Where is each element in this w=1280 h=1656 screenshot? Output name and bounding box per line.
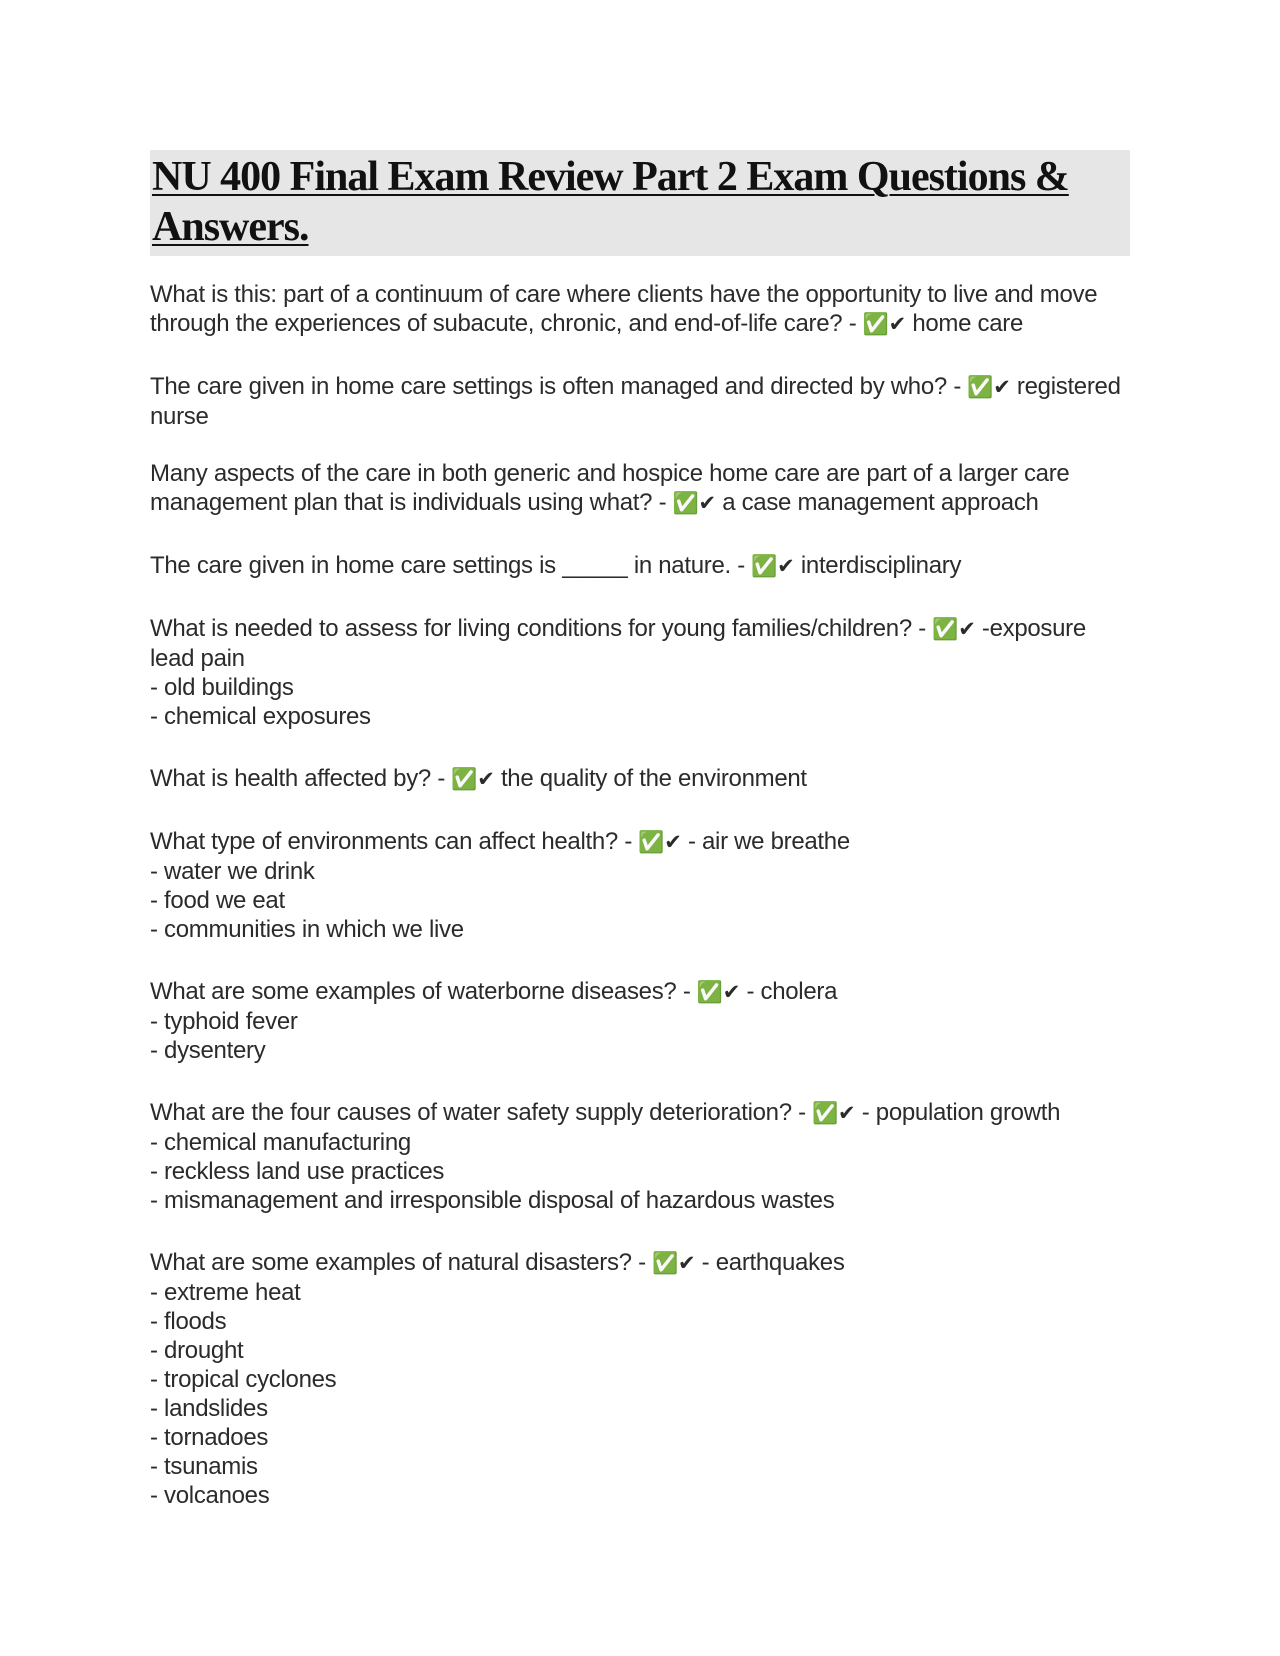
- answer-line: - old buildings: [150, 674, 294, 701]
- answer-line: - tropical cyclones: [150, 1366, 337, 1393]
- answer-text: - earthquakes: [701, 1249, 845, 1276]
- answer-text: - population growth: [861, 1099, 1061, 1126]
- question-text: The care given in home care settings is often managed and directed by who? -: [150, 373, 962, 400]
- answer-text: - air we breathe: [687, 828, 850, 855]
- answer-line: - food we eat: [150, 887, 285, 914]
- answer-text: the quality of the environment: [500, 765, 807, 792]
- qa-item: [150, 1098, 1130, 1215]
- qa-item: [150, 372, 1130, 431]
- question-text: What type of environments can affect health? -: [150, 828, 633, 855]
- question-text: What is health affected by? -: [150, 765, 446, 792]
- question-text: What is this: part of a continuum of care where clients have the opportunity to live and move through the experiences of subacute, chronic, and end-of-life care? -: [150, 281, 1098, 337]
- answer-line: - mismanagement and irresponsible disposal of hazardous wastes: [150, 1187, 835, 1214]
- qa-item: [150, 764, 1130, 794]
- answer-line: - landslides: [150, 1395, 268, 1422]
- answer-text: home care: [912, 310, 1024, 337]
- answer-line: - communities in which we live: [150, 916, 464, 943]
- answer-line: - tsunamis: [150, 1453, 258, 1480]
- question-text: What are some examples of natural disasters? -: [150, 1249, 646, 1276]
- qa-item: [150, 1248, 1130, 1510]
- answer-text: registered nurse: [150, 373, 1121, 430]
- answer-line: - typhoid fever: [150, 1008, 298, 1035]
- answer-text: -exposure lead pain: [150, 615, 1086, 672]
- qa-item: [150, 827, 1130, 944]
- answer-text: interdisciplinary: [800, 552, 962, 579]
- answer-line: - dysentery: [150, 1037, 266, 1064]
- qa-list: [150, 280, 1130, 1510]
- answer-line: - tornadoes: [150, 1424, 269, 1451]
- check-mark-icon: ✅✔: [862, 312, 906, 336]
- question-text: What is needed to assess for living conditions for young families/children? -: [150, 615, 926, 642]
- qa-item: [150, 977, 1130, 1065]
- check-mark-icon: ✅✔: [652, 1251, 696, 1275]
- title-banner: [150, 150, 1130, 256]
- answer-line: - reckless land use practices: [150, 1158, 445, 1185]
- qa-item: [150, 551, 1130, 581]
- question-text: The care given in home care settings is _____ in nature. -: [150, 552, 745, 579]
- answer-line: - chemical manufacturing: [150, 1129, 411, 1156]
- check-mark-icon: ✅✔: [751, 554, 795, 578]
- check-mark-icon: ✅✔: [638, 830, 682, 854]
- check-mark-icon: ✅✔: [812, 1101, 856, 1125]
- answer-line: - water we drink: [150, 858, 315, 885]
- check-mark-icon: ✅✔: [451, 767, 495, 791]
- document-page: [150, 150, 1130, 1543]
- answer-line: - volcanoes: [150, 1482, 270, 1509]
- answer-line: - drought: [150, 1337, 244, 1364]
- document-title: NU 400 Final Exam Review Part 2 Exam Questions & Answers.: [152, 154, 1069, 250]
- check-mark-icon: ✅✔: [932, 617, 976, 641]
- answer-text: - cholera: [746, 978, 838, 1005]
- qa-item: [150, 459, 1130, 518]
- qa-item: [150, 614, 1130, 731]
- qa-item: [150, 280, 1130, 339]
- answer-text: a case management approach: [722, 489, 1039, 516]
- question-text: Many aspects of the care in both generic and hospice home care are part of a larger care management plan that is individuals using what? -: [150, 460, 1070, 516]
- check-mark-icon: ✅✔: [672, 491, 716, 515]
- check-mark-icon: ✅✔: [696, 980, 741, 1004]
- answer-line: - extreme heat: [150, 1279, 301, 1306]
- answer-line: - chemical exposures: [150, 703, 371, 730]
- question-text: What are some examples of waterborne diseases? -: [150, 978, 691, 1005]
- question-text: What are the four causes of water safety supply deterioration? -: [150, 1099, 806, 1126]
- check-mark-icon: ✅✔: [967, 375, 1011, 399]
- answer-line: - floods: [150, 1308, 227, 1335]
